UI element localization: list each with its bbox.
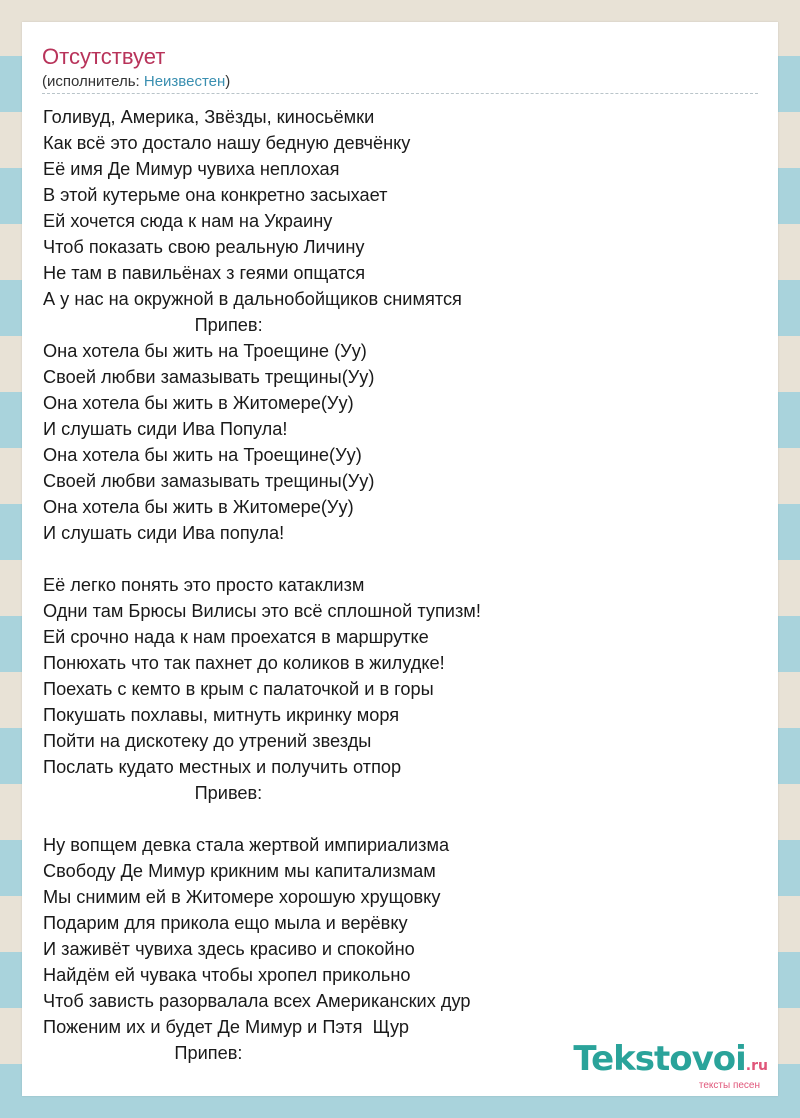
lyric-line: Её легко понять это просто катаклизм	[43, 575, 365, 595]
artist-link[interactable]: Неизвестен	[143, 73, 226, 90]
lyric-line: Её имя Де Мимур чувиха неплохая	[43, 159, 340, 179]
site-logo[interactable]	[573, 1041, 768, 1092]
artist-prefix: (исполнитель:	[42, 73, 144, 90]
title-divider	[42, 93, 758, 94]
lyric-line: Чтоб зависть разорвалала всех Американских дур	[43, 991, 471, 1011]
lyric-line: Она хотела бы жить в Житомере(Уу)	[43, 393, 354, 413]
lyric-line: Ну вопщем девка стала жертвой импириализма	[43, 835, 450, 855]
lyric-line: Мы снимим ей в Житомере хорошую хрущовку	[43, 887, 441, 907]
lyric-line: Не там в павильёнах з геями опщатся	[43, 263, 366, 283]
lyric-line: Ей хочется сюда к нам на Украину	[43, 211, 333, 231]
lyric-line: Понюхать что так пахнет до коликов в жилудке!	[43, 653, 445, 673]
lyric-line: Покушать похлавы, митнуть икринку моря	[43, 705, 400, 725]
lyric-line: Подарим для прикола ещо мыла и верёвку	[43, 913, 408, 933]
logo-name: Tekstovoi	[573, 1039, 746, 1079]
lyric-line: Послать кудато местных и получить отпор	[43, 757, 402, 777]
lyric-line: Поехать с кемто в крым с палаточкой и в горы	[43, 679, 434, 699]
lyric-line: Припев:	[43, 315, 263, 335]
song-title: Отсутствует	[42, 44, 166, 69]
lyric-line: Она хотела бы жить на Троещине(Уу)	[43, 445, 362, 465]
lyric-line: Припев:	[43, 1043, 243, 1063]
lyric-line: Привев:	[43, 783, 263, 803]
lyric-line: И заживёт чувиха здесь красиво и спокойно	[43, 939, 415, 959]
lyric-line: И слушать сиди Ива Попула!	[43, 419, 288, 439]
lyric-line	[43, 546, 763, 572]
lyric-line: И слушать сиди Ива попула!	[43, 523, 285, 543]
lyric-line: Она хотела бы жить на Троещине (Уу)	[43, 341, 367, 361]
lyrics-text	[43, 104, 763, 1066]
lyric-line	[43, 806, 763, 832]
lyric-line: Как всё это достало нашу бедную девчёнку	[43, 133, 411, 153]
lyric-line: Найдём ей чувака чтобы хропел прикольно	[43, 965, 411, 985]
lyric-line: Свободу Де Мимур крикним мы капитализмам	[43, 861, 436, 881]
lyric-line: Голивуд, Америка, Звёзды, киносьёмки	[43, 107, 375, 127]
logo-tld: .ru	[745, 1058, 768, 1074]
lyric-line: Одни там Брюсы Вилисы это всё сплошной тупизм!	[43, 601, 481, 621]
lyric-line: В этой кутерьме она конкретно засыхает	[43, 185, 388, 205]
lyrics-sheet	[22, 22, 778, 1096]
lyric-line: Своей любви замазывать трещины(Уу)	[43, 367, 375, 387]
lyric-line: Пойти на дискотеку до утрений звезды	[43, 731, 372, 751]
lyric-line: Своей любви замазывать трещины(Уу)	[43, 471, 375, 491]
lyric-line: А у нас на окружной в дальнобойщиков снимятся	[43, 289, 462, 309]
lyric-line: Чтоб показать свою реальную Личину	[43, 237, 365, 257]
artist-suffix: )	[225, 73, 231, 90]
logo-subtitle: тексты песен	[698, 1080, 760, 1091]
lyric-line: Ей срочно нада к нам проехатся в маршрутке	[43, 627, 429, 647]
lyric-line: Она хотела бы жить в Житомере(Уу)	[43, 497, 354, 517]
artist-line	[42, 73, 230, 91]
lyric-line: Поженим их и будет Де Мимур и Пэтя Щур	[43, 1017, 410, 1037]
